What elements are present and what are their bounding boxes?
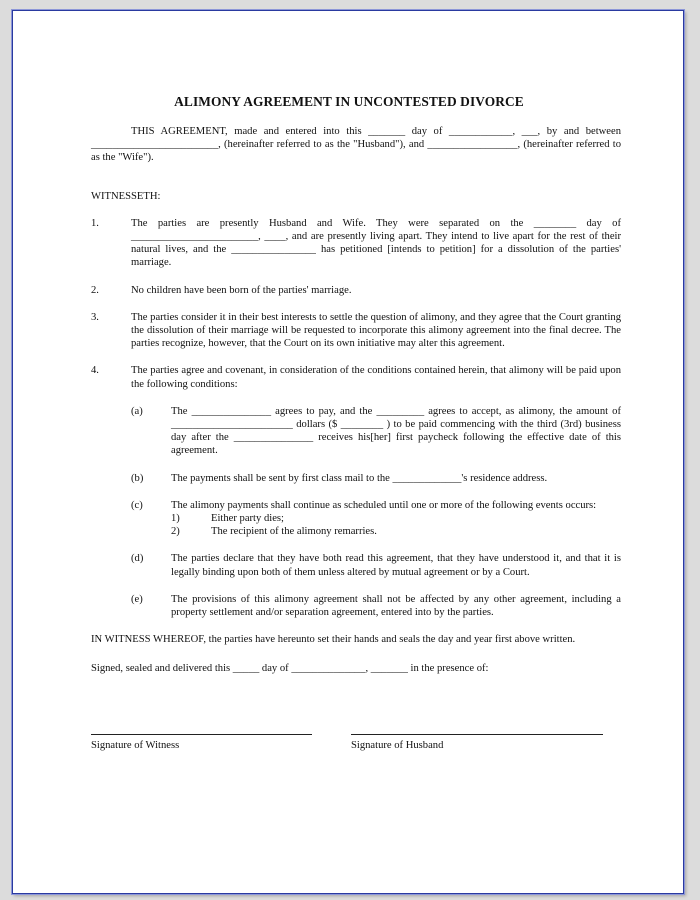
subparagraph-text: The provisions of this alimony agreement shall not be affected by any other agreement, including a property settlement and/or separation agreement, entered into by the parties. [171,593,621,619]
subparagraph-b [91,472,621,485]
witnesseth-heading: WITNESSETH: [91,190,161,202]
subparagraph-text: The parties declare that they have both read this agreement, that they have understood it, and that it is legally binding upon both of them unless altered by mutual agreement or by a Court. [171,553,621,578]
witness-signature-block [91,734,312,752]
subparagraph-letter: (b) [131,472,144,484]
husband-signature-label: Signature of Husband [351,739,444,751]
subparagraph-letter: (d) [131,553,144,565]
paragraph-text: The parties agree and covenant, in consideration of the conditions contained herein, that alimony will be paid upon the following conditions: [131,365,621,390]
list-item [171,512,621,525]
document-body [91,95,621,764]
paragraph-number: 3. [91,311,99,323]
subparagraph-letter: (c) [131,499,143,511]
paragraph-number: 4. [91,365,99,377]
subparagraph-a [91,405,621,458]
subparagraph-c [91,499,621,539]
in-witness-paragraph: IN WITNESS WHEREOF, the parties have hereunto set their hands and seals the day and year first above written. [91,634,576,646]
paragraph-number: 1. [91,217,99,229]
document-title: ALIMONY AGREEMENT IN UNCONTESTED DIVORCE [174,94,524,109]
list-item-text: The recipient of the alimony remarries. [211,526,377,538]
paragraph-text: The parties are presently Husband and Wife. They were separated on the ________ day of ________________________, ____, and are presently living apart. They intend to live apart for the rest of their natural lives, and the ________________ has petitioned [intends to petition] for a dissolution of the parties' marriage. [131,217,621,269]
subparagraph-text: The alimony payments shall continue as scheduled until one or more of the following events occurs: [171,499,597,511]
subparagraph-e [91,593,621,619]
document-page [12,10,684,894]
list-item [171,525,621,538]
subparagraph-letter: (e) [131,593,143,605]
paragraph-3 [91,311,621,351]
witness-signature-label: Signature of Witness [91,739,180,751]
paragraph-1 [91,217,621,270]
signature-row [91,704,621,764]
list-item-text: Either party dies; [211,513,284,525]
list-item-number: 2) [171,526,180,538]
paragraph-text: No children have been born of the parties' marriage. [131,284,352,296]
paragraph-2 [91,284,621,297]
paragraph-text: The parties consider it in their best interests to settle the question of alimony, and they agree that the Court granting the dissolution of their marriage will be requested to incorporate this alimony agreement into the final decree. The parties recognize, however, that the Court on its own initiative may alter this agreement. [131,311,621,350]
event-list [171,512,621,538]
subparagraph-text: The _______________ agrees to pay, and the _________ agrees to accept, as alimony, the amount of _______________________ dollars ($ ________ ) to be paid commencing with the third (3rd) business day after the _______________ receives his[her] first paycheck following the effective date of this agreement. [171,405,621,457]
intro-text: THIS AGREEMENT, made and entered into this _______ day of ____________, ___, by and between ________________________, (hereinafter referred to as the "Husband"), and _________________, (hereinafter referred to as the "Wife"). [91,126,621,164]
subparagraph-text: The payments shall be sent by first class mail to the _____________'s residence address. [171,472,548,484]
husband-signature-block [351,734,603,752]
signature-line [91,734,312,735]
paragraph-number: 2. [91,284,99,296]
signature-line [351,734,603,735]
intro-paragraph [91,125,621,165]
list-item-number: 1) [171,513,180,525]
subparagraph-letter: (a) [131,405,143,417]
paragraph-4 [91,364,621,390]
signed-sealed-line: Signed, sealed and delivered this _____ day of ______________, _______ in the presence of: [91,663,489,675]
subparagraph-d [91,552,621,578]
